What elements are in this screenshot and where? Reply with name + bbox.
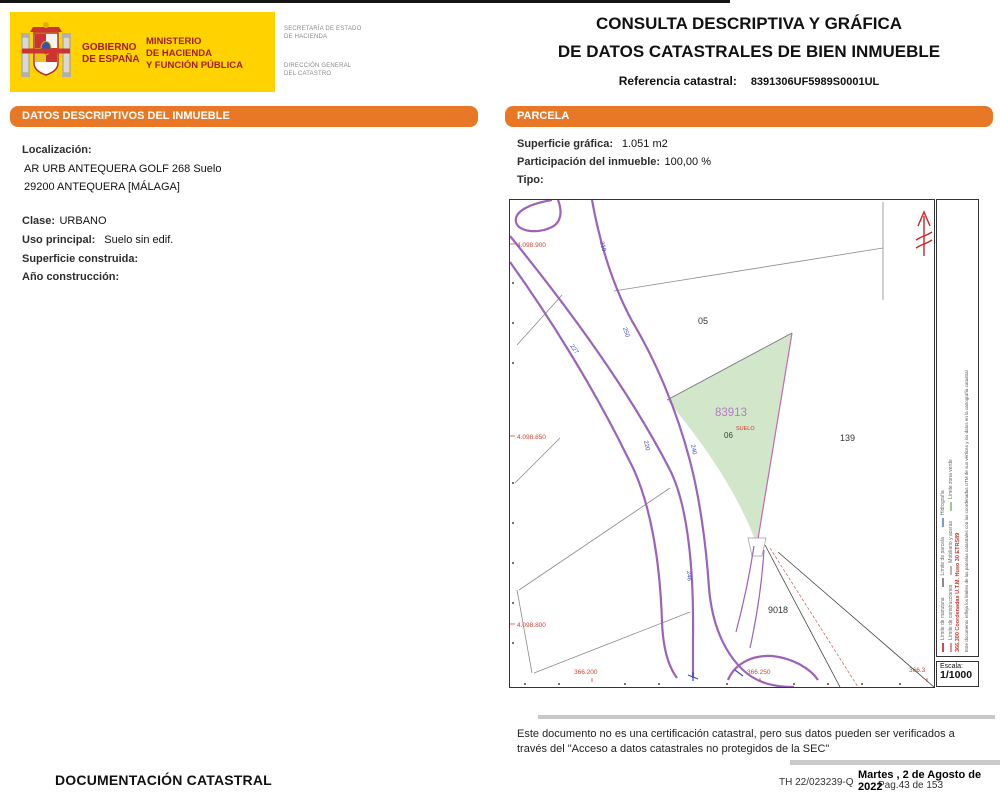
legend-utm-coordinates-note: 366.300 Coordenadas U.T.M. Huso 30 ETRS89 xyxy=(955,532,961,652)
superficie-grafica-row: Superficie gráfica: 1.051 m2 xyxy=(517,138,668,150)
parcel-label-05: 05 xyxy=(698,316,709,326)
legend-row-1 xyxy=(939,202,947,652)
road-endpoint-marks xyxy=(688,670,743,681)
document-title-line1: CONSULTA DESCRIPTIVA Y GRÁFICA xyxy=(595,14,903,33)
parcel-label-9018: 9018 xyxy=(768,605,789,615)
section-bar-datos-descriptivos: DATOS DESCRIPTIVOS DEL INMUEBLE xyxy=(10,106,478,127)
x-coordinate-label: 366.3 xyxy=(909,667,926,674)
scan-shadow-bottom xyxy=(790,760,1000,765)
legend-swatch xyxy=(942,518,944,527)
legend-swatch xyxy=(950,502,952,511)
footer-reference-number: TH 22/023239-Q xyxy=(779,777,854,788)
road-neck-lines xyxy=(736,546,764,648)
documentacion-catastral-title: DOCUMENTACIÓN CATASTRAL xyxy=(55,772,272,788)
road-number: 210 xyxy=(598,240,607,253)
document-title-line2: DE DATOS CATASTRALES DE BIEN INMUEBLE xyxy=(557,42,941,61)
road-number: 250 xyxy=(621,326,630,339)
disclaimer-line1: Este documento no es una certificación catastral, pero sus datos pueden ser verificados a xyxy=(517,728,955,740)
y-coordinate-label: 4.098.900 xyxy=(517,242,546,249)
legend-item: Límite de parcela xyxy=(940,537,946,587)
road-number: 246 xyxy=(685,570,692,582)
secretaria-estado-text: SECRETARÍA DE ESTADO DE HACIENDA xyxy=(284,26,362,40)
footer-page-number: Pag.43 de 153 xyxy=(878,780,944,791)
tipo-row: Tipo: xyxy=(517,174,544,186)
legend-swatch xyxy=(950,566,952,575)
legend-item: Límite de manzana xyxy=(940,597,946,652)
legend-row-2 xyxy=(947,202,955,652)
x-coordinate-label: 366.250 xyxy=(747,669,771,676)
ministerio-text: MINISTERIO DE HACIENDA Y FUNCIÓN PÚBLICA xyxy=(146,36,243,71)
superficie-construida-row: Superficie construida: xyxy=(22,253,139,265)
map-scale-box xyxy=(936,661,979,687)
legend-item: Límite de construcciones xyxy=(948,585,954,652)
document-title-block xyxy=(505,10,993,88)
certification-disclaimer xyxy=(517,727,987,757)
parcel-reference-83913: 83913 xyxy=(715,407,747,419)
section-bar-parcela: PARCELA xyxy=(505,106,993,127)
clase-row: Clase: URBANO xyxy=(22,215,107,227)
map-legend-rotated-content xyxy=(939,202,977,652)
north-arrow-icon xyxy=(916,212,932,256)
direccion-general-text: DIRECCIÓN GENERAL DEL CATASTRO xyxy=(284,63,352,77)
edge-tick-dots xyxy=(512,282,901,685)
legend-swatch xyxy=(942,643,944,652)
localizacion-address-line1: AR URB ANTEQUERA GOLF 268 Suelo xyxy=(24,163,222,175)
road-number: 240 xyxy=(689,444,697,456)
spain-government-logo-box xyxy=(10,12,275,92)
y-coordinate-label: 4.098.800 xyxy=(517,622,546,629)
map-legend-strip xyxy=(936,199,979,657)
scale-label: Escala: xyxy=(940,663,963,670)
anio-construccion-row: Año construcción: xyxy=(22,271,120,283)
legend-item: Hidrografía xyxy=(940,490,946,527)
legend-swatch xyxy=(950,643,952,652)
referencia-catastral-label: Referencia catastral: xyxy=(618,74,737,88)
scale-value: 1/1000 xyxy=(940,669,973,681)
referencia-catastral-value: 8391306UF5989S0001UL xyxy=(750,76,880,88)
uso-principal-row: Uso principal: Suelo sin edif. xyxy=(22,234,174,246)
cadastral-map xyxy=(509,199,935,688)
legend-item: Límite zona verde xyxy=(948,459,954,511)
parcel-sublabel-06: 06 xyxy=(724,431,733,440)
parcel-label-139: 139 xyxy=(840,433,856,443)
gobierno-text: GOBIERNO DE ESPAÑA xyxy=(82,42,140,65)
footer-date: Martes , 2 de Agosto de 2022 xyxy=(858,769,982,793)
road-number: 220 xyxy=(642,440,650,452)
top-border-line xyxy=(0,0,730,3)
cadastral-map-drawing xyxy=(510,200,934,687)
parcel-boundaries-9018 xyxy=(765,545,934,687)
legend-item: Mobiliario y aceras xyxy=(948,521,954,575)
scan-shadow-top xyxy=(538,715,995,719)
referencia-catastral-line xyxy=(505,74,993,88)
localizacion-label: Localización: xyxy=(22,144,92,156)
participacion-row: Participación del inmueble: 100,00 % xyxy=(517,156,711,168)
y-coordinate-label: 4.098.850 xyxy=(517,434,546,441)
parcel-suelo-label: SUELO xyxy=(736,426,755,432)
legend-swatch xyxy=(942,578,944,587)
road-number: 227 xyxy=(568,343,580,356)
disclaimer-line2: través del "Acceso a datos catastrales no protegidos de la SEC" xyxy=(517,743,830,755)
x-coordinate-label: 366.200 xyxy=(574,669,598,676)
localizacion-address-line2: 29200 ANTEQUERA [MÁLAGA] xyxy=(24,181,180,193)
spain-coat-of-arms-icon xyxy=(20,21,72,85)
legend-fine-print: Este documento refleja los límites de las parcelas catastrales con las coordenadas UTM de sus vértices y los datos en la cartografía catastral xyxy=(964,370,969,652)
